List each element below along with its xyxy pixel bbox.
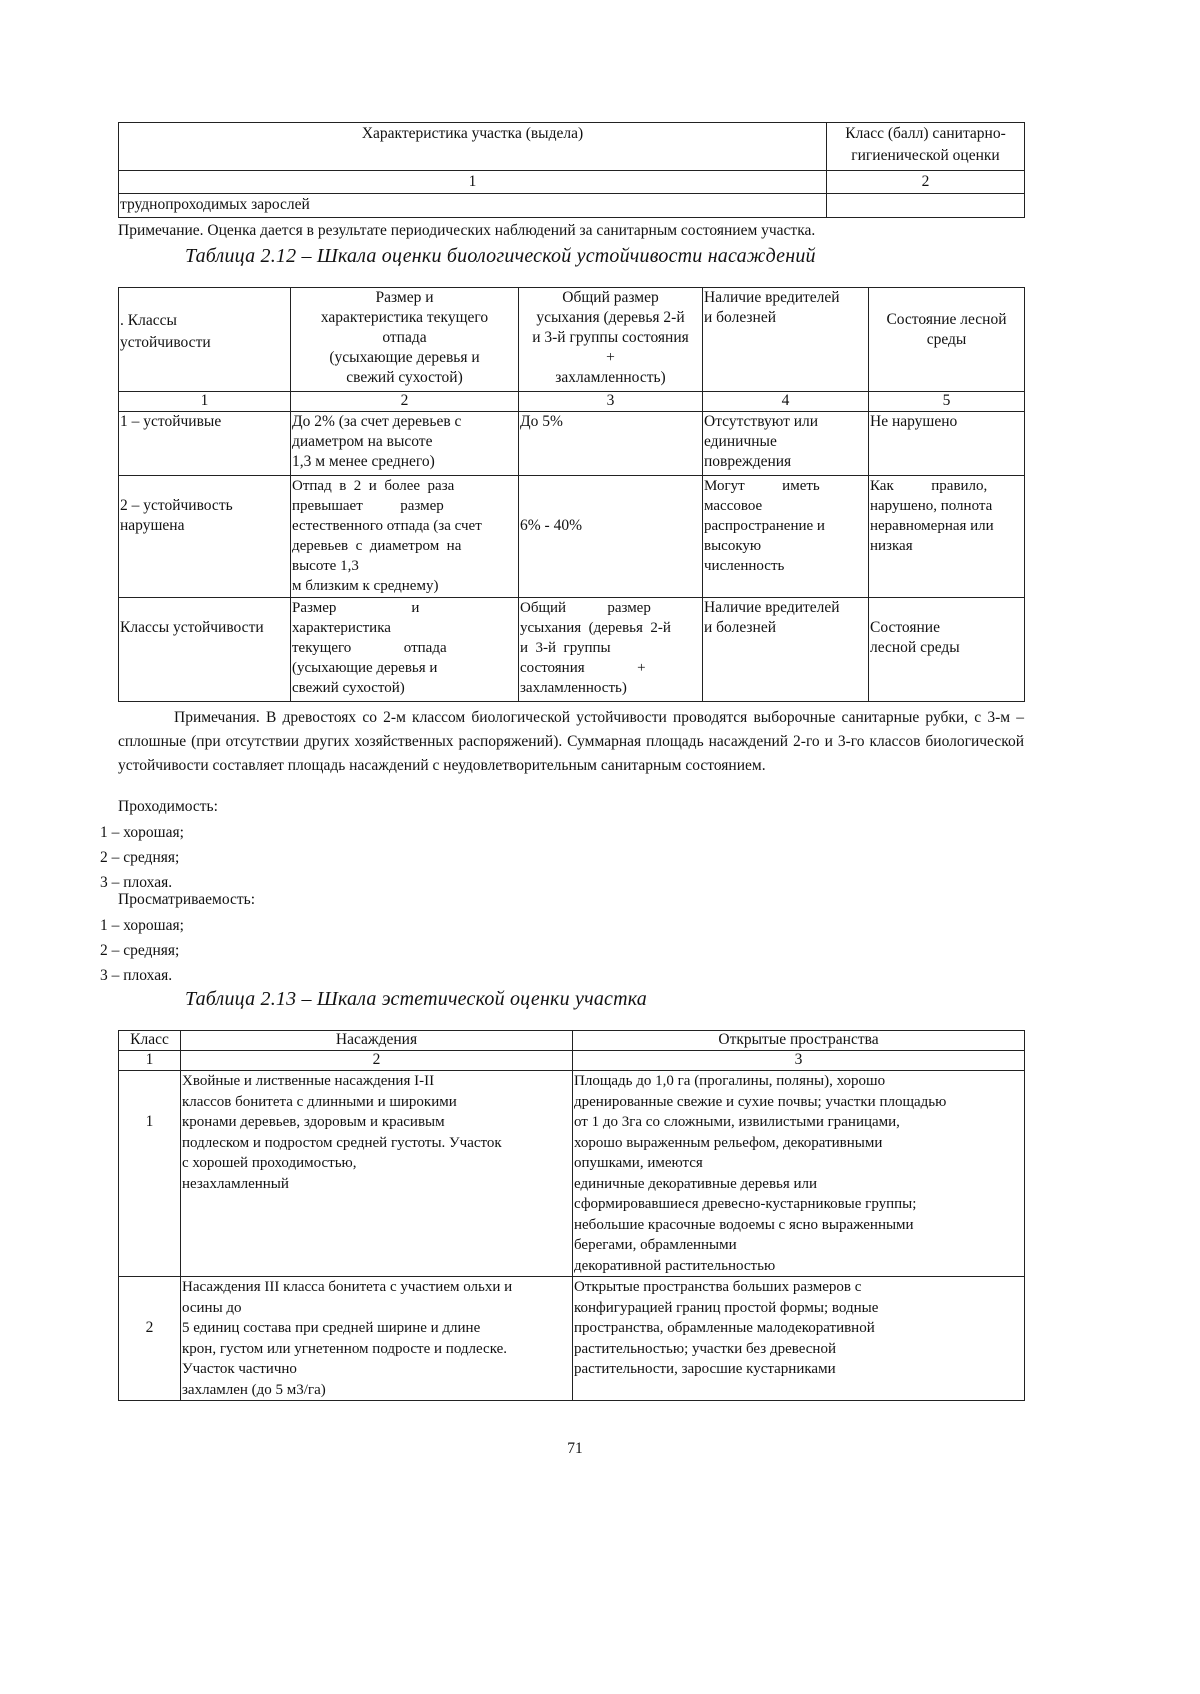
header-cell: Размер и характеристика текущего отпада (усыхающие деревья и свежий сухостой) <box>291 288 519 392</box>
table-213 <box>118 1030 1025 1401</box>
table-row <box>119 1071 1025 1277</box>
header-cell: Класс (балл) санитарно-гигиенической оценки <box>827 123 1025 171</box>
table-cell: Отсутствуют или единичные повреждения <box>703 412 869 476</box>
header-cell: Общий размер усыхания (деревья 2-й и 3-й группы состояния + захламленность) <box>519 288 703 392</box>
table-header-row <box>119 1031 1025 1051</box>
col-number-cell: 5 <box>869 392 1025 412</box>
header-cell: Насаждения <box>181 1031 573 1051</box>
list-item: 3 – плохая. <box>100 967 173 984</box>
table-header-row <box>119 288 1025 392</box>
table-cell: До 5% <box>519 412 703 476</box>
table-cell <box>827 194 1025 218</box>
list-item: 1 – хорошая; <box>100 824 184 841</box>
col-number-cell: 2 <box>291 392 519 412</box>
table-cell: Могут иметь массовое распространение и высокую численность <box>703 476 869 598</box>
list-item: 3 – плохая. <box>100 874 173 891</box>
table-cell: До 2% (за счет деревьев с диаметром на высоте 1,3 м менее среднего) <box>291 412 519 476</box>
col-number-cell: 4 <box>703 392 869 412</box>
col-number-cell: 3 <box>573 1051 1025 1071</box>
page-number: 71 <box>567 1440 583 1457</box>
table-212 <box>118 287 1025 702</box>
table-cell: Не нарушено <box>869 412 1025 476</box>
table-cell: Площадь до 1,0 га (прогалины, поляны), хорошо дренированные свежие и сухие почвы; участки площадью от 1 до 3га со сложными, извилистыми границами, хорошо выраженным рельефом, декоративными опушками, имеются единичные декоративные деревья или сформировавшиеся древесно-кустарниковые группы; небольшие красочные водоемы с ясно выраженными берегами, обрамленными декоративной растительностью <box>573 1071 1025 1277</box>
table-top <box>118 122 1025 218</box>
table-cell: Классы устойчивости <box>119 598 291 702</box>
table-row <box>119 392 1025 412</box>
header-cell: . Классы устойчивости <box>119 288 291 392</box>
table-row <box>119 476 1025 598</box>
table-cell: Наличие вредителей и болезней <box>703 598 869 702</box>
table-cell: 1 – устойчивые <box>119 412 291 476</box>
table-row <box>119 412 1025 476</box>
table-row <box>119 598 1025 702</box>
header-cell: Состояние лесной среды <box>869 288 1025 392</box>
table-cell: 6% - 40% <box>519 476 703 598</box>
table-cell: 2 <box>119 1277 181 1401</box>
table-row <box>119 1277 1025 1401</box>
header-cell: Класс <box>119 1031 181 1051</box>
col-number-cell: 2 <box>827 171 1025 194</box>
table-cell: Общий размер усыхания (деревья 2-й и 3-й группы состояния + захламленность) <box>519 598 703 702</box>
table-row <box>119 194 1025 218</box>
list-item: 1 – хорошая; <box>100 917 184 934</box>
table-cell: Состояние лесной среды <box>869 598 1025 702</box>
table-cell: Отпад в 2 и более раза превышает размер естественного отпада (за счет деревьев с диаметром на высоте 1,3 м близким к среднему) <box>291 476 519 598</box>
table-row <box>119 1051 1025 1071</box>
visibility-list <box>100 913 184 988</box>
table-row <box>119 171 1025 194</box>
col-number-cell: 1 <box>119 392 291 412</box>
passability-list <box>100 820 184 895</box>
list-item: 2 – средняя; <box>100 942 180 959</box>
table-213-caption: Таблица 2.13 – Шкала эстетической оценки участка <box>185 988 648 1010</box>
header-cell: Открытые пространства <box>573 1031 1025 1051</box>
col-number-cell: 1 <box>119 1051 181 1071</box>
table-cell: Как правило, нарушено, полнота неравномерная или низкая <box>869 476 1025 598</box>
table-212-caption: Таблица 2.12 – Шкала оценки биологической устойчивости насаждений <box>185 245 816 267</box>
note-top: Примечание. Оценка дается в результате периодических наблюдений за санитарным состоянием участка. <box>118 222 816 239</box>
table-cell: труднопроходимых зарослей <box>119 194 827 218</box>
notes-212: Примечания. В древостоях со 2-м классом биологической устойчивости проводятся выборочные санитарные рубки, с 3-м – сплошные (при отсутствии других хозяйственных распоряжений). Суммарная площадь насаждений 2-го и 3-го классов биологической устойчивости составляет площадь насаждений с неудовлетворительным санитарным состоянием. <box>118 709 1024 774</box>
table-cell: Открытые пространства больших размеров с конфигурацией границ простой формы; водные пространства, обрамленные малодекоративной растительностью; участки без древесной растительности, заросшие кустарниками <box>573 1277 1025 1401</box>
header-cell: Наличие вредителей и болезней <box>703 288 869 392</box>
table-cell: 2 – устойчивость нарушена <box>119 476 291 598</box>
table-row <box>119 123 1025 171</box>
visibility-title: Просматриваемость: <box>118 891 255 908</box>
col-number-cell: 2 <box>181 1051 573 1071</box>
list-item: 2 – средняя; <box>100 849 180 866</box>
table-cell: 1 <box>119 1071 181 1277</box>
table-cell: Насаждения III класса бонитета с участием ольхи и осины до 5 единиц состава при средней ширине и длине крон, густом или угнетенном подросте и подлеске. Участок частично захламлен (до 5 м3/га) <box>181 1277 573 1401</box>
table-cell: Размер и характеристика текущего отпада (усыхающие деревья и свежий сухостой) <box>291 598 519 702</box>
header-cell: Характеристика участка (выдела) <box>119 123 827 171</box>
col-number-cell: 1 <box>119 171 827 194</box>
table-cell: Хвойные и лиственные насаждения I-II классов бонитета с длинными и широкими кронами деревьев, здоровым и красивым подлеском и подростом средней густоты. Участок с хорошей проходимостью, незахламленный <box>181 1071 573 1277</box>
passability-title: Проходимость: <box>118 798 218 815</box>
col-number-cell: 3 <box>519 392 703 412</box>
